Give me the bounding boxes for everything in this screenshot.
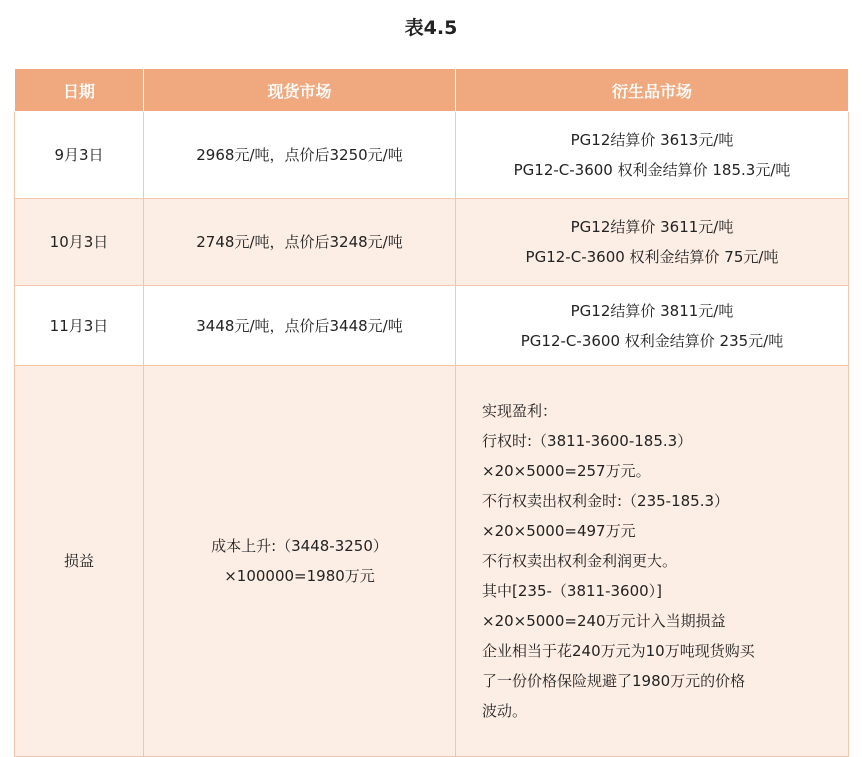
date-cell: 9月3日: [15, 112, 144, 199]
table-title: 表4.5: [404, 17, 458, 39]
header-spot-market: 现货市场: [144, 69, 456, 112]
table-row: [15, 286, 849, 366]
spot-cell: 2748元/吨，点价后3248元/吨: [144, 199, 456, 286]
derivatives-line: PG12-C-3600 权利金结算价 235元/吨: [520, 331, 784, 350]
profit-line: 行权时:（3811-3600-185.3）: [482, 432, 693, 450]
profit-loss-row: [15, 366, 849, 757]
profit-loss-label: 损益: [15, 366, 144, 757]
table-row: [15, 112, 849, 199]
profit-line: 了一份价格保险规避了1980万元的价格: [482, 672, 746, 690]
profit-line: ×20×5000=257万元。: [482, 462, 651, 480]
derivatives-line: PG12-C-3600 权利金结算价 185.3元/吨: [513, 161, 791, 179]
spot-cost-line: 成本上升:（3448-3250）: [211, 537, 388, 555]
profit-line: 波动。: [482, 702, 528, 720]
table-row: [15, 199, 849, 286]
derivatives-cell: [456, 199, 849, 286]
profit-line: 企业相当于花240万元为10万吨现货购买: [482, 642, 755, 660]
header-derivatives-market: 衍生品市场: [456, 69, 849, 112]
profit-line: ×20×5000=240万元计入当期损益: [482, 612, 726, 630]
profit-line: 不行权卖出权利金时:（235-185.3）: [482, 492, 730, 510]
hedging-table: [14, 68, 849, 757]
spot-cost-cell: [144, 366, 456, 757]
header-row: [15, 69, 849, 112]
spot-cell: 3448元/吨，点价后3448元/吨: [144, 286, 456, 366]
date-cell: 11月3日: [15, 286, 144, 366]
derivatives-line: PG12结算价 3611元/吨: [570, 218, 734, 236]
header-date: 日期: [15, 69, 144, 112]
derivatives-line: PG12结算价 3811元/吨: [570, 301, 734, 320]
derivatives-cell: [456, 112, 849, 199]
profit-line: 其中[235-（3811-3600）]: [482, 582, 663, 600]
spot-cost-line: ×100000=1980万元: [224, 567, 375, 585]
profit-line: ×20×5000=497万元: [482, 522, 636, 540]
spot-cell: 2968元/吨，点价后3250元/吨: [144, 112, 456, 199]
derivatives-line: PG12结算价 3613元/吨: [570, 131, 734, 149]
date-cell: 10月3日: [15, 199, 144, 286]
profit-line: 不行权卖出权利金利润更大。: [482, 552, 678, 570]
derivatives-profit-cell: [456, 366, 849, 757]
profit-line: 实现盈利：: [482, 402, 558, 420]
derivatives-cell: [456, 286, 849, 366]
derivatives-line: PG12-C-3600 权利金结算价 75元/吨: [525, 248, 779, 266]
